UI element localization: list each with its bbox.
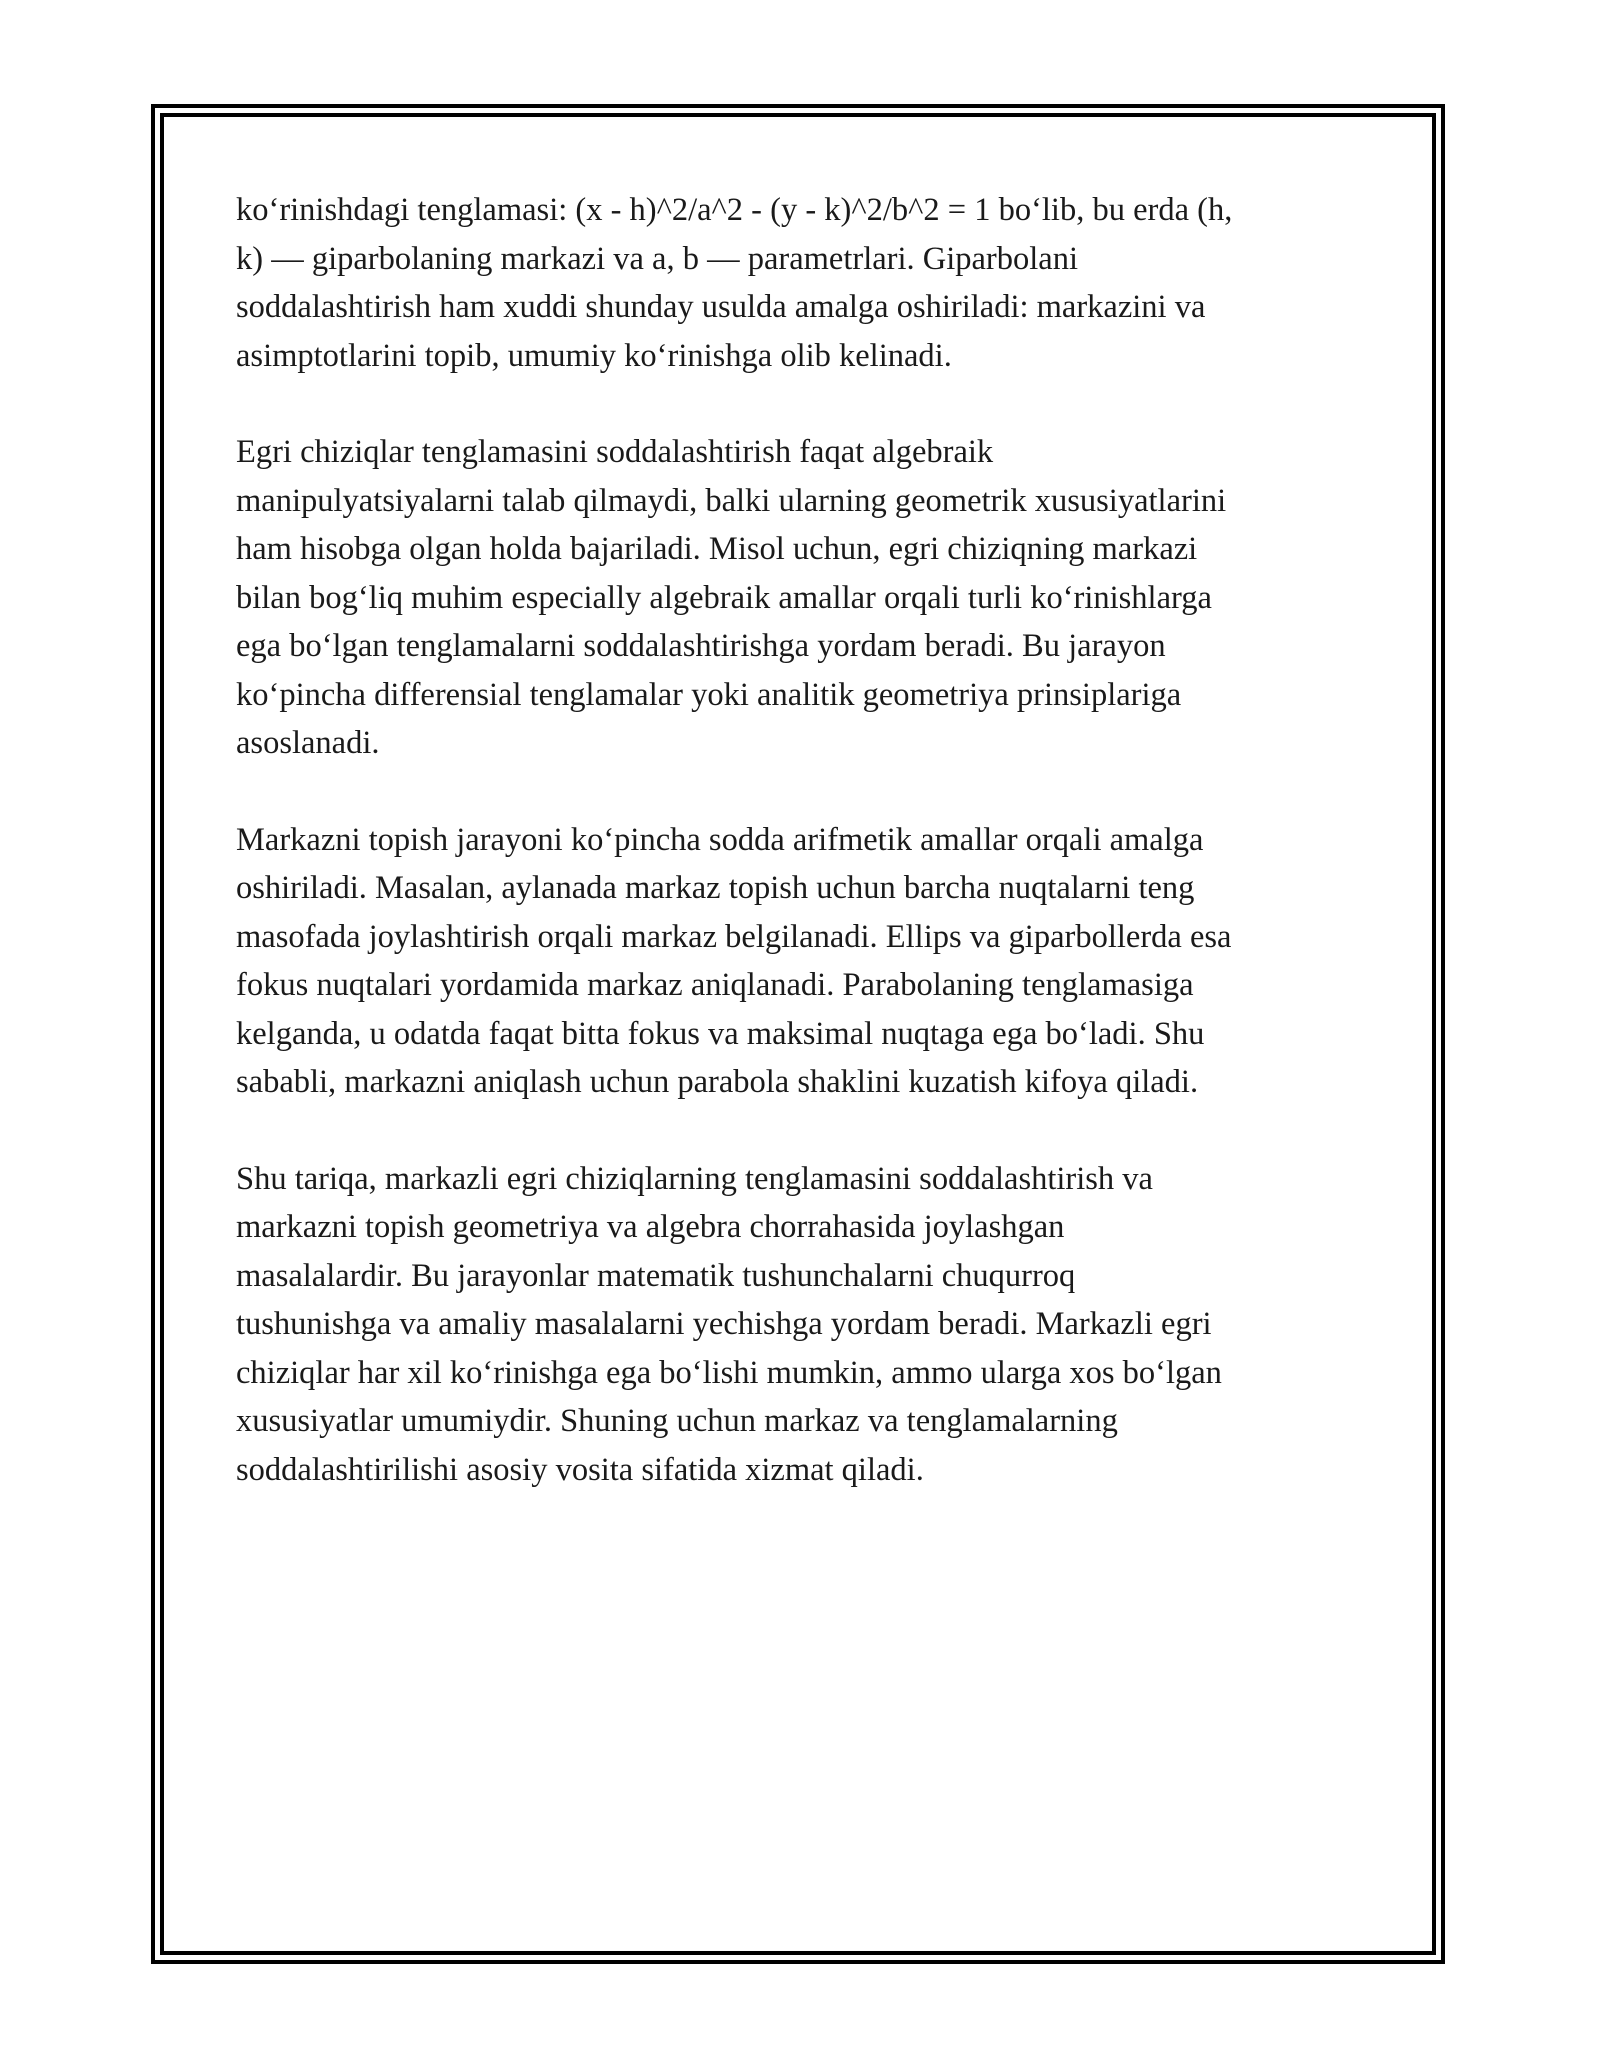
paragraph-2: Egri chiziqlar tenglamasini soddalashtirish faqat algebraik manipulyatsiyalarni talab qilmaydi, balki ularning geometrik xususiyatlarini ham hisobga olgan holda bajariladi. Misol uchun, egri chiziqning markazi bilan bog‘liq muhim especially algebraik amallar orqali turli ko‘rinishlarga ega bo‘lgan tenglamalarni soddalashtirishga yordam beradi. Bu jarayon ko‘pincha differensial tenglamalar yoki analitik geometriya prinsiplariga asoslanadi. (236, 434, 1227, 761)
document-body (236, 186, 1366, 1542)
paragraph-3: Markazni topish jarayoni ko‘pincha sodda arifmetik amallar orqali amalga oshiriladi. Masalan, aylanada markaz topish uchun barcha nuqtalarni teng masofada joylashtirish orqali markaz belgilanadi. Ellips va giparbollerda esa fokus nuqtalari yordamida markaz aniqlanadi. Parabolaning tenglamasiga kelganda, u odatda faqat bitta fokus va maksimal nuqtaga ega bo‘ladi. Shu sababli, markazni aniqlash uchun parabola shaklini kuzatish kifoya qiladi. (236, 821, 1232, 1100)
paragraph-4: Shu tariqa, markazli egri chiziqlarning tenglamasini soddalashtirish va markazni topish geometriya va algebra chorrahasida joylashgan masalalardir. Bu jarayonlar matematik tushunchalarni chuqurroq tushunishga va amaliy masalalarni yechishga yordam beradi. Markazli egri chiziqlar har xil ko‘rinishga ega bo‘lishi mumkin, ammo ularga xos bo‘lgan xususiyatlar umumiydir. Shuning uchun markaz va tenglamalarning soddalashtirilishi asosiy vosita sifatida xizmat qiladi. (236, 1160, 1222, 1488)
paragraph-1: ko‘rinishdagi tenglamasi: (x - h)^2/a^2 - (y - k)^2/b^2 = 1 bo‘lib, bu erda (h, k) — giparbolaning markazi va a, b — parametrlari. Giparbolani soddalashtirish ham xuddi shunday usulda amalga oshiriladi: markazini va asimptotlarini topib, umumiy ko‘rinishga olib kelinadi. (236, 192, 1233, 374)
